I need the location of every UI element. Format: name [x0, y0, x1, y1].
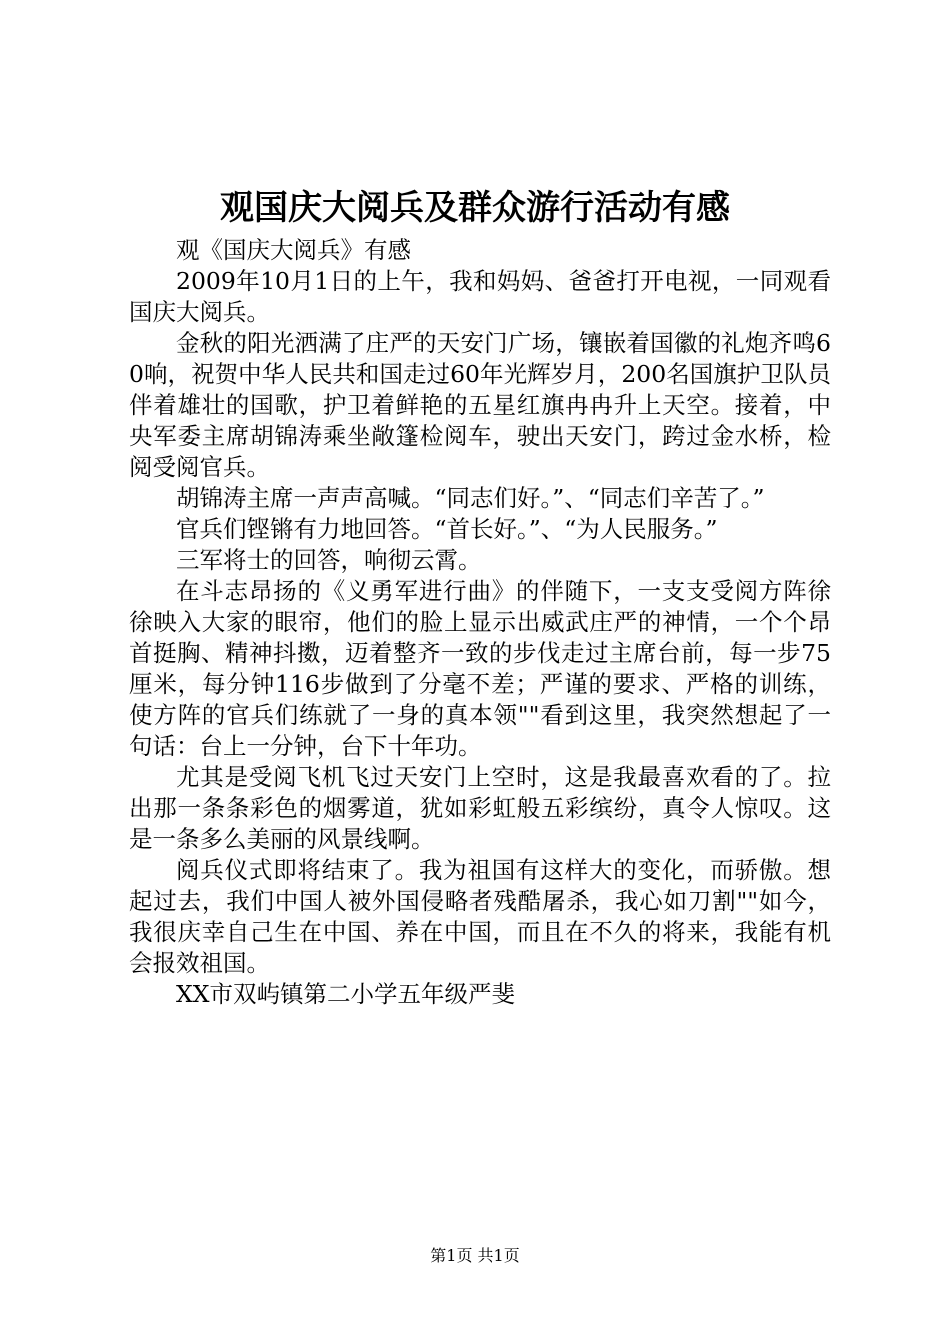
paragraph-ceremony: 金秋的阳光洒满了庄严的天安门广场，镶嵌着国徽的礼炮齐鸣60响，祝贺中华人民共和国走过60年光辉岁月，200名国旗护卫队员伴着雄壮的国歌，护卫着鲜艳的五星红旗冉冉升上天空。接着，中央军委主席胡锦涛乘坐敞篷检阅车，驶出天安门，跨过金水桥，检阅受阅官兵。	[129, 329, 831, 481]
page-title: 观国庆大阅兵及群众游行活动有感	[220, 188, 730, 228]
paragraph-march: 在斗志昂扬的《义勇军进行曲》的伴随下，一支支受阅方阵徐徐映入大家的眼帘，他们的脸上显示出威武庄严的神情，一个个昂首挺胸、精神抖擞，迈着整齐一致的步伐走过主席台前，每一步75厘米，每分钟116步做到了分毫不差；严谨的要求、严格的训练，使方阵的官兵们练就了一身的真本领""看到这里，我突然想起了一句话：台上一分钟，台下十年功。	[129, 577, 831, 760]
paragraph-intro: 2009年10月1日的上午，我和妈妈、爸爸打开电视，一同观看国庆大阅兵。	[129, 267, 831, 326]
paragraph-conclusion: 阅兵仪式即将结束了。我为祖国有这样大的变化，而骄傲。想起过去，我们中国人被外国侵略者残酷屠杀，我心如刀割""如今，我很庆幸自己生在中国、养在中国，而且在不久的将来，我能有机会报效祖国。	[129, 856, 831, 977]
paragraph-author: XX市双屿镇第二小学五年级严斐	[176, 980, 515, 1008]
paragraph-echo: 三军将士的回答，响彻云霄。	[176, 546, 482, 574]
paragraph-reply: 官兵们铿锵有力地回答。“首长好。”、“为人民服务。”	[176, 515, 718, 543]
document-body	[129, 235, 831, 1010]
paragraph-aircraft: 尤其是受阅飞机飞过天安门上空时，这是我最喜欢看的了。拉出那一条条彩色的烟雾道，犹如彩虹般五彩缤纷，真令人惊叹。这是一条多么美丽的风景线啊。	[129, 763, 831, 853]
paragraph-subtitle: 观《国庆大阅兵》有感	[176, 236, 411, 264]
page-footer: 第1页 共1页	[430, 1246, 520, 1265]
paragraph-greeting: 胡锦涛主席一声声高喊。“同志们好。”、“同志们辛苦了。”	[176, 484, 765, 512]
